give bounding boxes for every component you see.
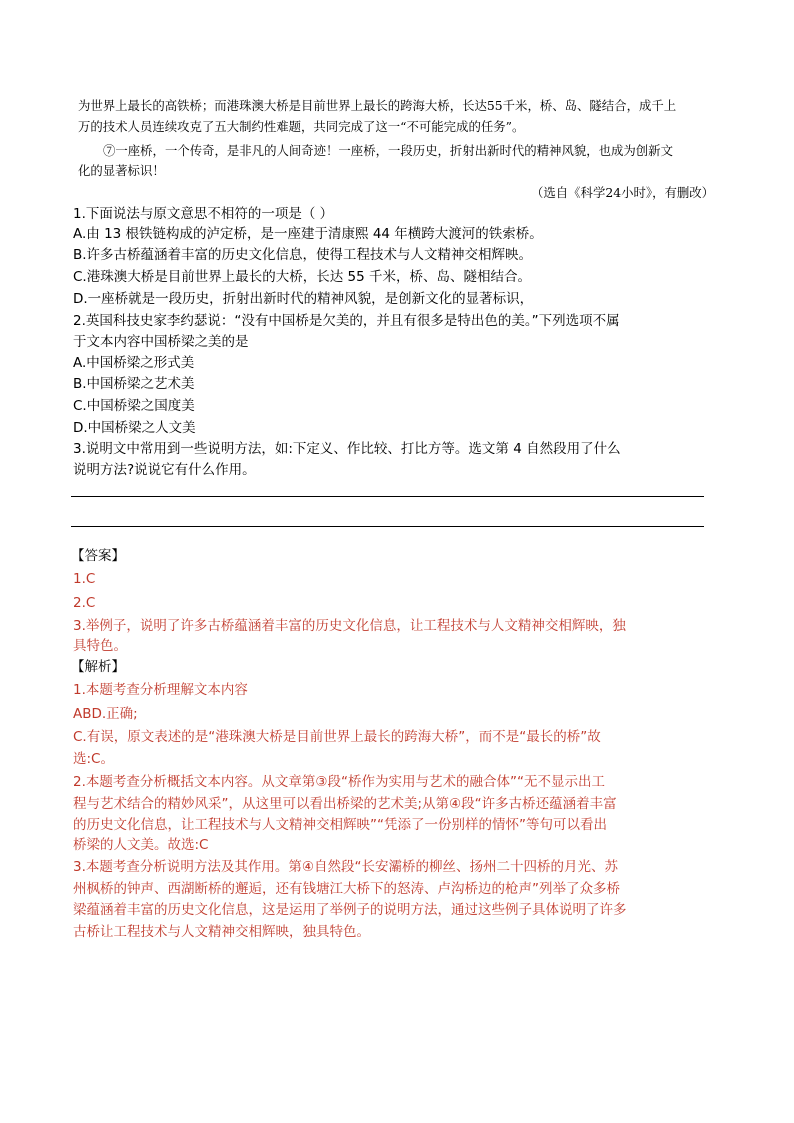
question-2-line-2: 于文本内容中国桥梁之美的是 [73,334,249,350]
analysis-line-8: 桥梁的人文美。故选:C [73,837,209,853]
analysis-heading: 【解析】 [71,659,125,675]
analysis-line-6: 程与艺术结合的精妙风采”，从这里可以看出桥梁的艺术美;从第④段“许多古桥还蕴涵着丰富 [73,796,617,812]
analysis-line-10: 州枫桥的钟声、西湖断桥的邂逅，还有钱塘江大桥下的怒涛、卢沟桥边的枪声”列举了众多桥 [73,881,620,897]
answer-blank-line-2 [71,526,704,527]
question-2-option-b: B.中国桥梁之艺术美 [73,376,195,392]
passage-line-1: 为世界上最长的高铁桥；而港珠澳大桥是目前世界上最长的跨海大桥，长达55千米，桥、岛、隧结合，成千上 [78,98,677,113]
analysis-line-4: 选:C。 [73,751,114,767]
analysis-line-5: 2.本题考查分析概括文本内容。从文章第③段“桥作为实用与艺术的融合体”“无不显示出工 [73,774,605,790]
question-1: 1.下面说法与原文意思不相符的一项是（ ） [73,206,334,222]
question-2-option-a: A.中国桥梁之形式美 [73,355,195,371]
answer-3-line-1: 3.举例子，说明了许多古桥蕴涵着丰富的历史文化信息，让工程技术与人文精神交相辉映，独 [73,618,626,634]
question-1-option-b: B.许多古桥蕴涵着丰富的历史文化信息，使得工程技术与人文精神交相辉映。 [73,247,533,263]
analysis-line-11: 梁蕴涵着丰富的历史文化信息，这是运用了举例子的说明方法，通过这些例子具体说明了许多 [73,902,627,918]
answer-heading: 【答案】 [71,548,125,564]
passage-line-2: 万的技术人员连续攻克了五大制约性难题，共同完成了这一“不可能完成的任务”。 [78,119,525,134]
passage-source: （选自《科学24小时》，有删改） [531,185,715,200]
answer-2: 2.C [73,595,96,611]
analysis-line-12: 古桥让工程技术与人文精神交相辉映，独具特色。 [73,924,370,940]
question-2-option-c: C.中国桥梁之国度美 [73,398,195,414]
question-1-option-d: D.一座桥就是一段历史，折射出新时代的精神风貌，是创新文化的显著标识， [73,291,534,307]
analysis-line-3: C.有误，原文表述的是“港珠澳大桥是目前世界上最长的跨海大桥”，而不是“最长的桥”故 [73,729,601,745]
answer-1: 1.C [73,571,96,587]
analysis-line-9: 3.本题考查分析说明方法及其作用。第④自然段“长安灞桥的柳丝、扬州二十四桥的月光、苏 [73,859,618,875]
question-1-option-c: C.港珠澳大桥是目前世界上最长的大桥，长达 55 千米，桥、岛、隧相结合。 [73,269,531,285]
passage-line-3: ⑦一座桥，一个传奇，是非凡的人间奇迹！一座桥，一段历史，折射出新时代的精神风貌，也成为创新文 [103,143,673,158]
analysis-line-2: ABD.正确; [73,706,138,722]
analysis-line-1: 1.本题考查分析理解文本内容 [73,682,248,698]
answer-blank-line-1 [71,496,704,497]
question-1-option-a: A.由 13 根铁链构成的泸定桥，是一座建于清康熙 44 年横跨大渡河的铁索桥。 [73,226,543,242]
question-3-line-1: 3.说明文中常用到一些说明方法，如:下定义、作比较、打比方等。选文第 4 自然段用了什么 [73,441,621,457]
analysis-line-7: 的历史文化信息，让工程技术与人文精神交相辉映”“凭添了一份别样的情怀”等句可以看出 [73,817,607,833]
question-3-line-2: 说明方法?说说它有什么作用。 [73,462,256,478]
answer-3-line-2: 具特色。 [73,638,127,654]
passage-line-4: 化的显著标识！ [78,163,165,178]
question-2-option-d: D.中国桥梁之人文美 [73,420,196,436]
question-2-line-1: 2.英国科技史家李约瑟说：“没有中国桥是欠美的，并且有很多是特出色的美。”下列选项不属 [73,313,620,329]
